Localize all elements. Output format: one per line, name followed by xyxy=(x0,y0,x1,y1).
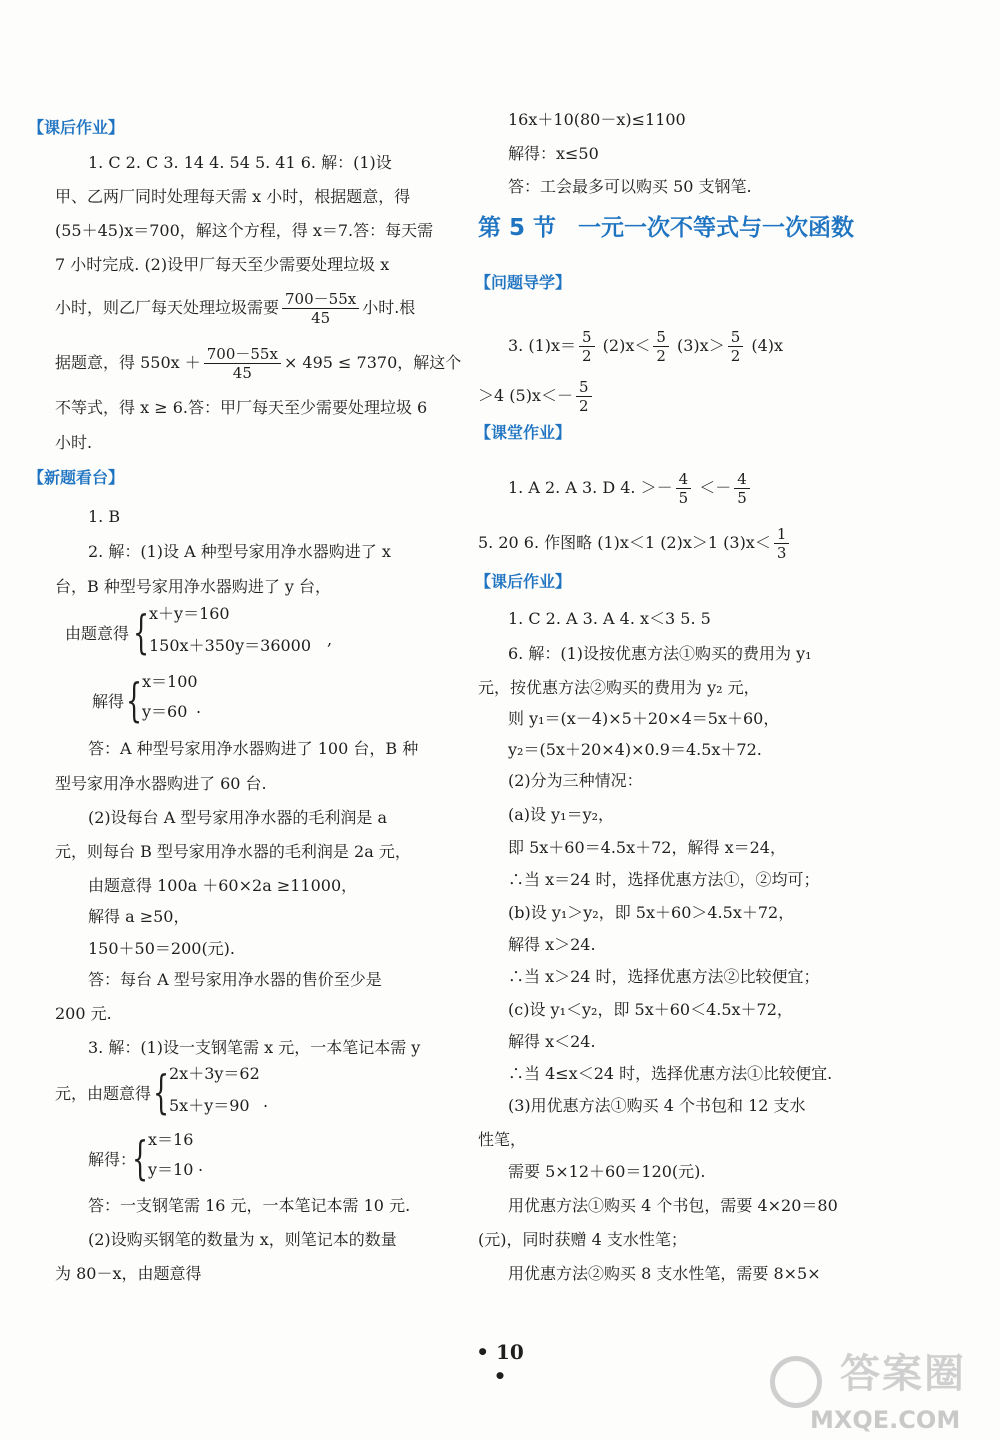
brace-symbol: { xyxy=(132,1131,149,1185)
equation-line: x＝16 xyxy=(148,1130,194,1149)
equation-system xyxy=(65,604,365,664)
text-line: 150＋50＝200(元). xyxy=(88,939,236,958)
text-line: 2. 解：(1)设 A 种型号家用净水器购进了 x xyxy=(88,542,391,561)
fraction-numerator: 700－55x xyxy=(282,290,359,309)
text-line: 元，按优惠方法②购买的费用为 y₂ 元， xyxy=(478,678,760,697)
brace-symbol: { xyxy=(153,1065,170,1119)
watermark-text: 答案圈 xyxy=(840,1351,966,1397)
fraction-numerator: 5 xyxy=(576,378,592,397)
text-line: 则 y₁＝(x－4)×5＋20×4＝5x＋60， xyxy=(508,709,780,728)
punctuation: . xyxy=(198,1156,204,1175)
text-line: 为 80－x，由题意得 xyxy=(55,1264,202,1283)
fraction-denominator: 3 xyxy=(776,544,787,562)
equation-line: y＝10 xyxy=(148,1160,194,1179)
text-line: 需要 5×12＋60＝120(元). xyxy=(508,1162,706,1181)
right-column xyxy=(470,0,1000,1440)
text-line: 性笔， xyxy=(478,1130,527,1149)
text-line: 解得 x＞24. xyxy=(508,935,596,954)
page-number: • 10 • xyxy=(476,1340,524,1388)
brace-symbol: { xyxy=(133,605,150,659)
fraction-denominator: 2 xyxy=(582,347,592,365)
section-title xyxy=(478,214,854,242)
fraction xyxy=(653,328,669,365)
fraction-numerator: 4 xyxy=(734,470,750,489)
fraction xyxy=(282,290,359,327)
text-line: 答：每台 A 型号家用净水器的售价至少是 xyxy=(88,970,382,989)
equation-system xyxy=(88,1130,288,1190)
fraction xyxy=(204,345,281,382)
fraction-numerator: 1 xyxy=(774,525,790,544)
text-segment: ＜－ xyxy=(694,478,732,497)
equation-line: x＋y＝160 xyxy=(149,604,230,623)
text-line-with-fraction xyxy=(478,525,792,562)
text-segment: 5. 20 6. 作图略 (1)x＜1 (2)x＞1 (3)x＜ xyxy=(478,533,771,552)
section-heading-new-questions: 【新题看台】 xyxy=(28,468,125,487)
text-line: 用优惠方法②购买 8 支水性笔，需要 8×5× xyxy=(508,1264,821,1283)
section-heading-homework: 【课后作业】 xyxy=(28,118,125,137)
fraction-numerator: 700－55x xyxy=(204,345,281,364)
text-line: (3)用优惠方法①购买 4 个书包和 12 支水 xyxy=(508,1096,806,1115)
text-line: 16x＋10(80－x)≤1100 xyxy=(508,110,686,129)
brace-symbol: { xyxy=(126,673,143,727)
text-line: (55＋45)x＝700，解这个方程，得 x＝7.答：每天需 xyxy=(55,221,434,240)
text-line: 1. B xyxy=(88,507,121,526)
fraction xyxy=(774,525,790,562)
text-line: 答：A 种型号家用净水器购进了 100 台，B 种 xyxy=(88,739,419,758)
text-line: 型号家用净水器购进了 60 台. xyxy=(55,774,267,793)
text-segment: × 495 ≤ 7370，解这个 xyxy=(283,353,462,372)
equation-line: x＝100 xyxy=(142,672,198,691)
fraction xyxy=(576,378,592,415)
section-heading-classwork: 【课堂作业】 xyxy=(475,423,572,442)
text-line: 答：工会最多可以购买 50 支钢笔. xyxy=(508,177,752,196)
text-line: 3. 解：(1)设一支钢笔需 x 元，一本笔记本需 y xyxy=(88,1038,421,1057)
text-line: (2)分为三种情况： xyxy=(508,771,643,790)
system-label: 元，由题意得 xyxy=(55,1084,152,1103)
fraction xyxy=(728,328,744,365)
text-line: 即 5x＋60＝4.5x＋72，解得 x＝24， xyxy=(508,838,786,857)
text-segment: 小时，则乙厂每天处理垃圾需要 xyxy=(55,298,280,317)
text-segment: ＞4 (5)x＜－ xyxy=(478,386,573,405)
text-line: 不等式，得 x ≥ 6.答：甲厂每天至少需要处理垃圾 6 xyxy=(55,398,428,417)
fraction-numerator: 5 xyxy=(728,328,744,347)
text-line: 200 元. xyxy=(55,1004,112,1023)
text-line: 答：一支钢笔需 16 元，一本笔记本需 10 元. xyxy=(88,1196,411,1215)
text-segment: (2)x＜ xyxy=(597,336,651,355)
text-segment: 据题意，得 550x ＋ xyxy=(55,353,201,372)
text-line: y₂＝(5x＋20×4)×0.9＝4.5x＋72. xyxy=(508,740,762,759)
text-line: (2)设购买钢笔的数量为 x，则笔记本的数量 xyxy=(88,1230,397,1249)
equation-line: 5x＋y＝90 xyxy=(169,1096,250,1115)
text-line: 用优惠方法①购买 4 个书包，需要 4×20＝80 xyxy=(508,1196,838,1215)
section-number: 第 5 节 xyxy=(478,215,557,241)
text-line: (a)设 y₁＝y₂， xyxy=(508,805,615,824)
text-line: 解得 x＜24. xyxy=(508,1032,596,1051)
text-segment: (4)x xyxy=(746,336,784,355)
left-column xyxy=(0,0,470,1440)
text-line: 1. C 2. A 3. A 4. x＜3 5. 5 xyxy=(508,609,711,628)
text-line-with-fraction xyxy=(55,290,415,327)
fraction xyxy=(734,470,750,507)
fraction-denominator: 2 xyxy=(730,347,741,365)
text-line: 元，则每台 B 型号家用净水器的毛利润是 2a 元， xyxy=(55,842,411,861)
watermark-logo xyxy=(770,1350,995,1435)
punctuation: . xyxy=(263,1092,269,1111)
text-line: 甲、乙两厂同时处理每天需 x 小时，根据题意，得 xyxy=(55,187,411,206)
text-line: 6. 解：(1)设按优惠方法①购买的费用为 y₁ xyxy=(508,644,812,663)
system-label: 解得： xyxy=(88,1150,137,1169)
watermark-url: MXQE.COM xyxy=(810,1406,961,1434)
fraction xyxy=(579,328,595,365)
text-line: 7 小时完成. (2)设甲厂每天至少需要处理垃圾 x xyxy=(55,255,390,274)
fraction-denominator: 2 xyxy=(578,397,589,415)
text-line: ∴当 4≤x＜24 时，选择优惠方法①比较便宜. xyxy=(508,1064,833,1083)
text-line: 解得：x≤50 xyxy=(508,144,599,163)
text-line: (b)设 y₁＞y₂，即 5x＋60＞4.5x＋72， xyxy=(508,903,795,922)
text-line-with-fraction xyxy=(478,378,595,415)
text-line: 解得 a ≥50， xyxy=(88,907,190,926)
text-segment: 小时.根 xyxy=(362,298,416,317)
fraction-numerator: 4 xyxy=(676,470,692,489)
fraction-denominator: 45 xyxy=(311,309,331,327)
text-line: 小时. xyxy=(55,433,93,452)
fraction-denominator: 5 xyxy=(737,489,747,507)
equation-line: 2x＋3y＝62 xyxy=(169,1064,260,1083)
text-line: (2)设每台 A 型号家用净水器的毛利润是 a xyxy=(88,808,388,827)
section-heading-homework: 【课后作业】 xyxy=(475,572,572,591)
text-line-with-fraction xyxy=(55,345,461,382)
system-label: 解得 xyxy=(92,692,125,711)
fraction-denominator: 2 xyxy=(656,347,666,365)
text-line: 1. C 2. C 3. 14 4. 54 5. 41 6. 解：(1)设 xyxy=(88,153,392,172)
punctuation: , xyxy=(327,630,333,649)
text-line-with-fractions xyxy=(508,470,753,507)
section-heading-guided-questions: 【问题导学】 xyxy=(475,273,572,292)
system-label: 由题意得 xyxy=(65,624,130,643)
text-segment: (3)x＞ xyxy=(671,336,725,355)
text-line-with-fractions xyxy=(508,328,783,365)
text-segment: 1. A 2. A 3. D 4. ＞－ xyxy=(508,478,673,497)
fraction xyxy=(676,470,692,507)
equation-line: 150x＋350y＝36000 xyxy=(149,636,312,655)
text-line: (c)设 y₁＜y₂，即 5x＋60＜4.5x＋72， xyxy=(508,1000,793,1019)
text-line: 台，B 种型号家用净水器购进了 y 台， xyxy=(55,577,332,596)
fraction-numerator: 5 xyxy=(579,328,595,347)
equation-system xyxy=(55,1062,355,1122)
watermark-badge-icon xyxy=(770,1356,822,1408)
text-line: (元)，同时获赠 4 支水性笔； xyxy=(478,1230,687,1249)
fraction-denominator: 45 xyxy=(232,364,252,382)
equation-line: y＝60 xyxy=(142,702,188,721)
equation-system xyxy=(92,672,292,732)
punctuation: . xyxy=(196,698,202,717)
section-title-text: 一元一次不等式与一次函数 xyxy=(578,215,855,241)
text-line: ∴当 x＝24 时，选择优惠方法①，②均可； xyxy=(508,870,820,889)
text-line: 由题意得 100a ＋60×2a ≥11000， xyxy=(88,876,358,895)
text-line: ∴当 x＞24 时，选择优惠方法②比较便宜； xyxy=(508,967,820,986)
text-segment: 3. (1)x＝ xyxy=(508,336,577,355)
fraction-denominator: 5 xyxy=(678,489,689,507)
fraction-numerator: 5 xyxy=(653,328,669,347)
